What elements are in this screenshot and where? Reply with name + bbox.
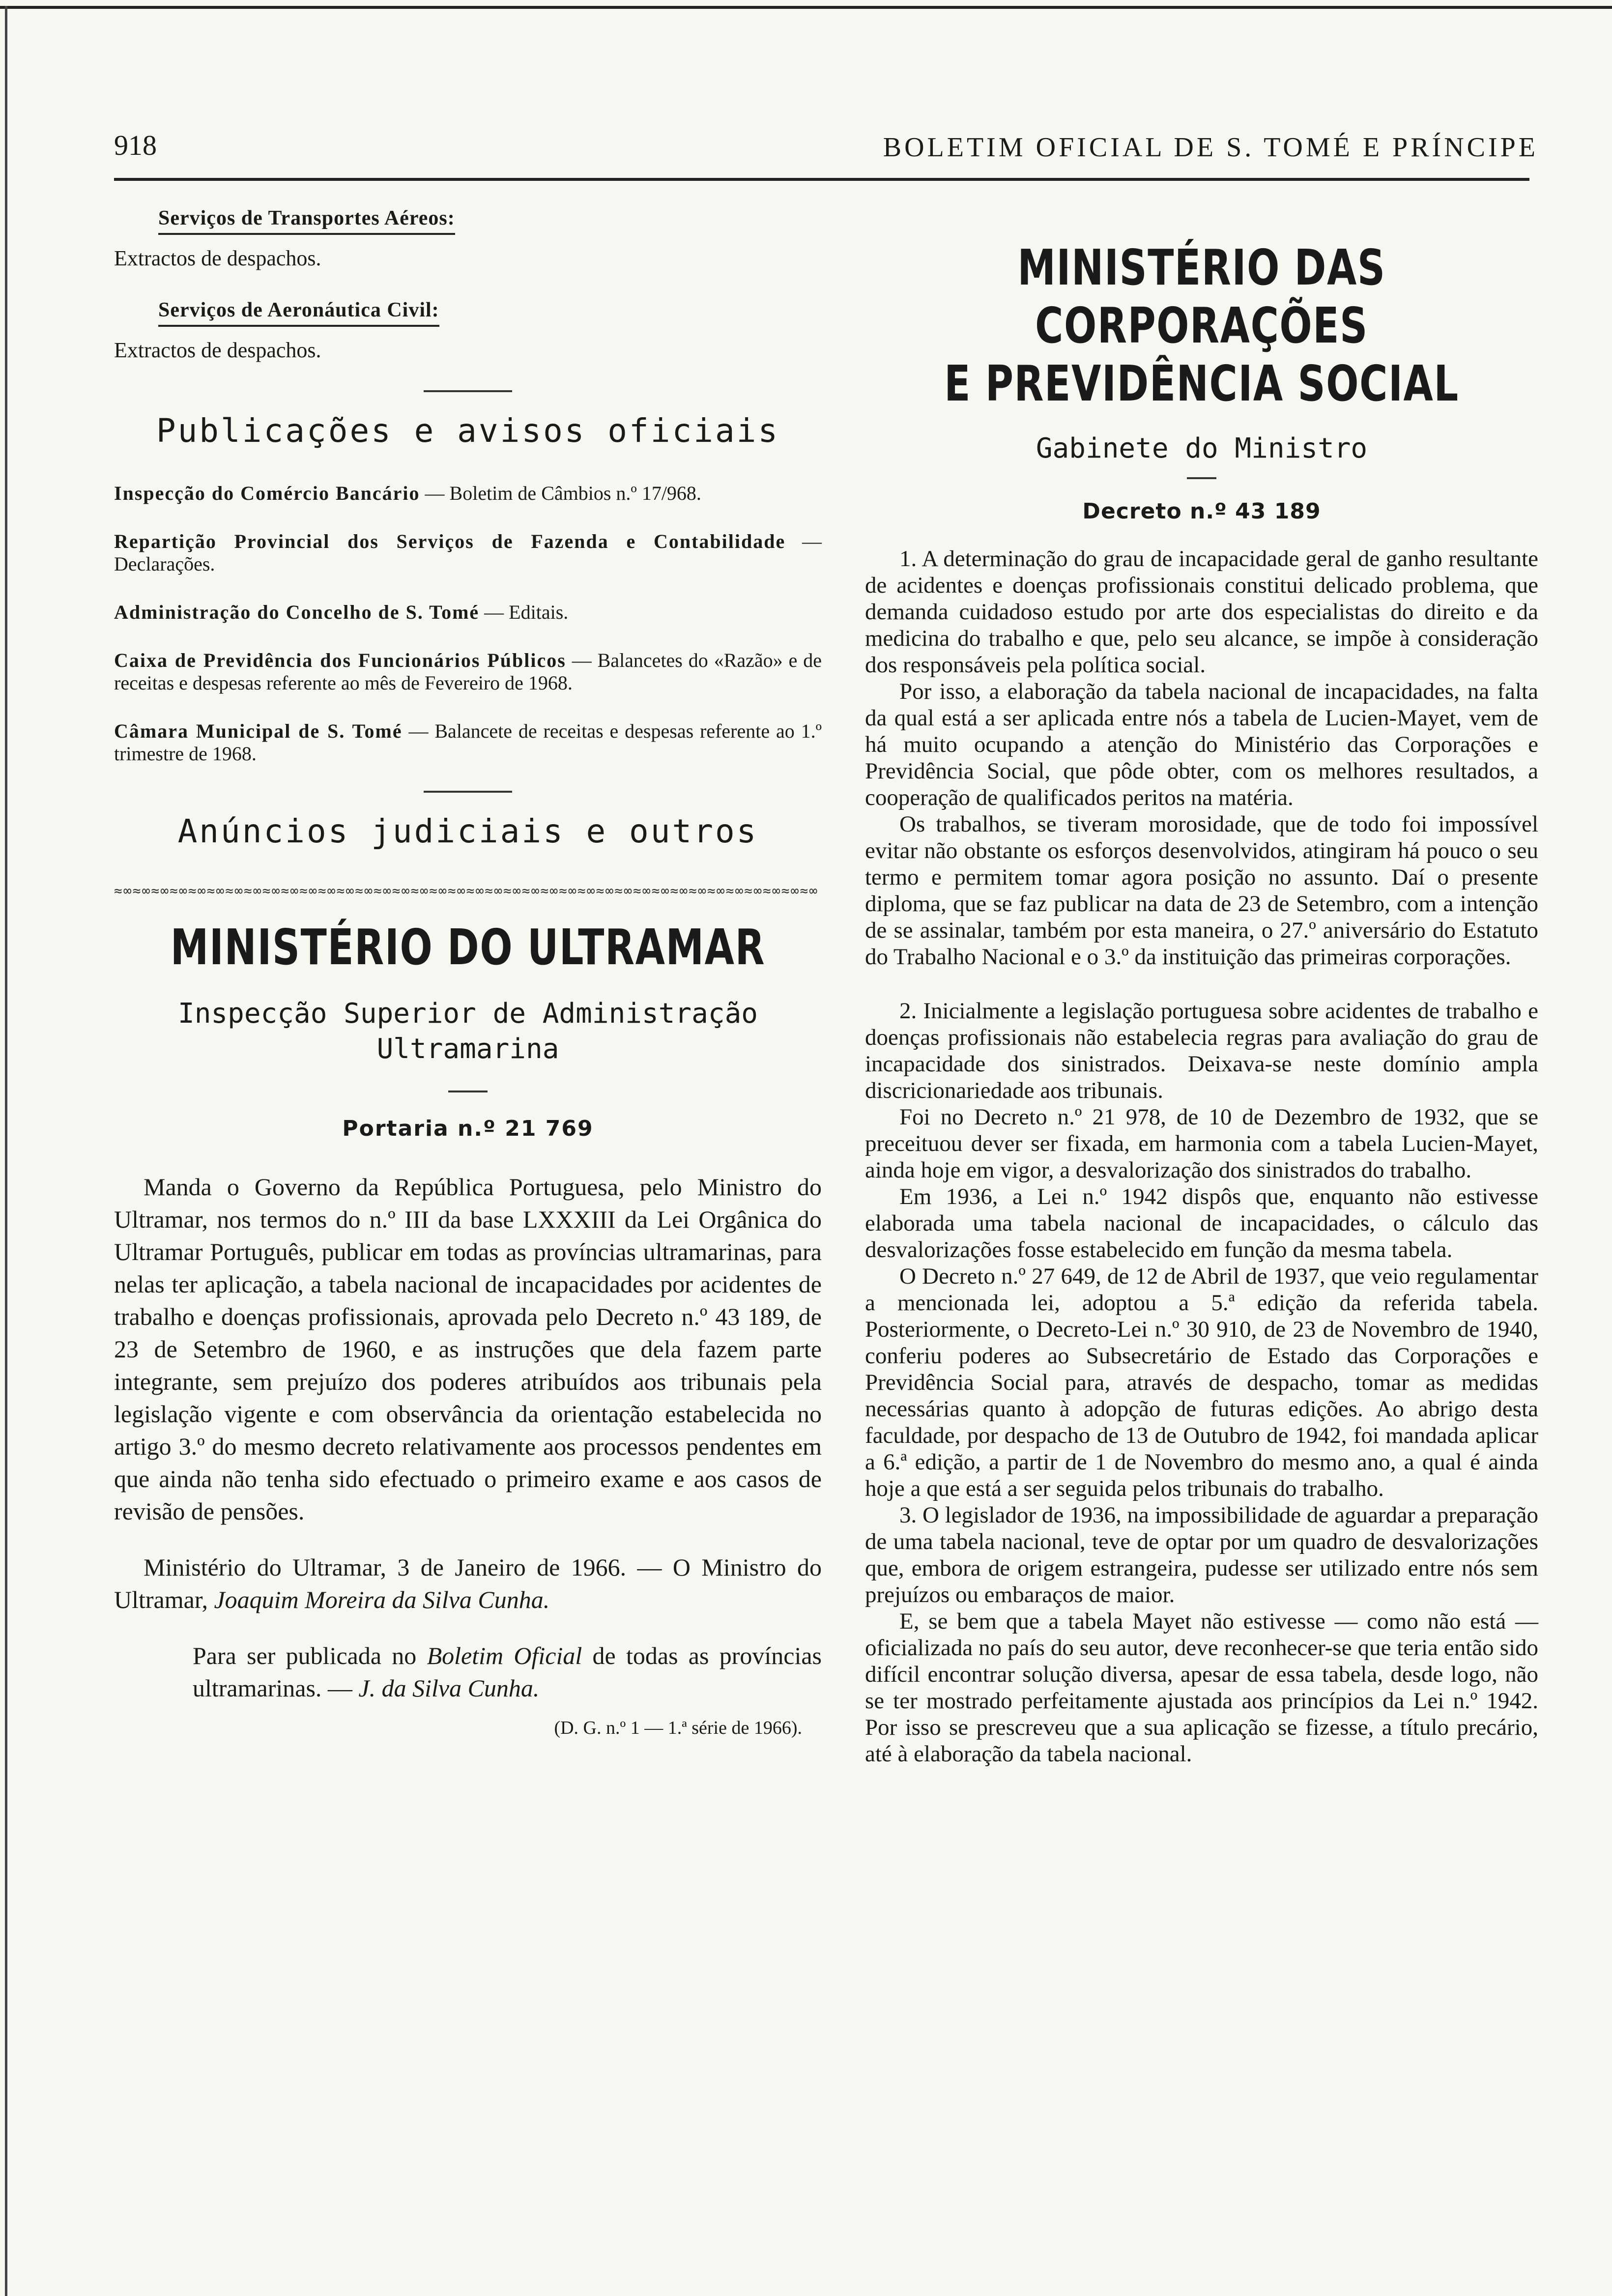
header-rule [114,178,1529,181]
section-divider [424,390,512,392]
publication-item [114,720,822,765]
publication-item [114,482,822,505]
decreto-paragraph: 2. Inicialmente a legislação portuguesa sobre acidentes de trabalho e doenças profissionais não estabelecia regras para avaliação do grau de incapacidade dos sinistrados. Deixava-se neste domínio ampla discricionariedade aos tribunais. [865,998,1538,1103]
right-column [865,206,1538,1767]
decreto-paragraph: E, se bem que a tabela Mayet não estivesse — como não está — oficializada no país do seu autor, deve reconhecer-se que teria então sido difícil encontrar solução diversa, apesar de essa tabela, desde logo, não se ter mostrado perfeitamente ajustada aos princípios da Lei n.º 1942. Por isso se prescreveu que a sua aplicação se fizesse, a título precário, até à elaboração da tabela nacional. [865,1608,1538,1767]
page-number: 918 [114,129,157,161]
section-divider [424,791,512,793]
gabinete-subtitle: Gabinete do Ministro [1036,432,1368,464]
publication-note [193,1639,822,1704]
decreto-paragraph: Foi no Decreto n.º 21 978, de 10 de Dezembro de 1932, que se preceituou dever ser fixada, em harmonia com a tabela Lucien-Mayet, ainda hoje em vigor, a desvalorização dos sinistrados do trabalho. [865,1104,1538,1183]
service-block-civil-aeronautics [114,298,822,363]
publication-item [114,601,822,624]
ministry-title [886,239,1518,413]
ministry-title-line: E PREVIDÊNCIA SOCIAL [944,355,1459,412]
publication-source: Repartição Provincial dos Serviços de Fazenda e Contabilidade [114,530,786,552]
section-divider [448,1091,488,1092]
publication-description: — Balancetes do «Razão» e de receitas e despesas referente ao mês de Fevereiro de 1968. [114,649,822,694]
decreto-paragraph: Por isso, a elaboração da tabela nacional de incapacidades, na falta da qual está a ser aplicada entre nós a tabela de Lucien-Mayet, vem de há muito ocupando a atenção do Ministério das Corporações e Previdência Social, que pôde obter, com os melhores resultados, a cooperação de qualificados peritos na matéria. [865,679,1538,810]
decreto-paragraph: Em 1936, a Lei n.º 1942 dispôs que, enquanto não estivesse elaborada uma tabela nacional de incapacidades, o cálculo das desvalorizações fosse estabelecido em função da mesma tabela. [865,1184,1538,1263]
publication-description: — Balancete de receitas e despesas referente ao 1.º trimestre de 1968. [114,720,822,765]
publication-source: Inspecção do Comércio Bancário [114,482,420,504]
source-reference: (D. G. n.º 1 — 1.ª série de 1966). [554,1718,802,1738]
decreto-body [865,545,1538,1767]
decreto-paragraph: 3. O legislador de 1936, na impossibilidade de aguardar a preparação de uma tabela nacional, teve de optar por um quadro de desvalorizações que, embora de origem estrangeira, pudesse ser utilizado entre nós sem prejuízos ou embaraços de maior. [865,1502,1538,1607]
note-text-2: de todas as províncias ultramarinas. — [193,1642,822,1702]
publication-item [114,530,822,575]
subtitle-line: Ultramarina [376,1033,559,1065]
announcements-title: Anúncios judiciais e outros [177,812,758,850]
service-block-air-transport [114,206,822,271]
signing-text: Ministério do Ultramar, 3 de Janeiro de 1966. — O Ministro do Ultramar, [114,1553,822,1613]
publication-source: Câmara Municipal de S. Tomé [114,720,403,742]
publication-description: — Boletim de Câmbios n.º 17/968. [420,482,701,504]
page-left-border [5,6,7,2296]
decreto-paragraph: 1. A determinação do grau de incapacidade geral de ganho resultante de acidentes e doenças profissionais constitui delicado problema, que demanda cuidadoso estudo por arte dos especialistas do direito e da medicina do trabalho e que, pelo seu alcance, se impõe à consideração dos responsáveis pela política social. [865,546,1538,678]
note-text: Para ser publicada no [193,1642,427,1669]
publication-description: — Editais. [479,601,569,623]
running-title: BOLETIM OFICIAL DE S. TOMÉ E PRÍNCIPE [883,132,1538,163]
publication-source: Administração do Concelho de S. Tomé [114,601,480,623]
service-text: Extractos de despachos. [114,246,321,270]
ministry-title-line: MINISTÉRIO DAS CORPORAÇÕES [1017,239,1386,354]
decreto-paragraph: O Decreto n.º 27 649, de 12 de Abril de 1937, que veio regulamentar a mencionada lei, adoptou a 5.ª edição da referida tabela. Posteriormente, o Decreto-Lei n.º 30 910, de 23 de Novembro de 1940, conferiu poderes ao Subsecretário de Estado das Corporações e Previdência Social para, através de despacho, tomar as medidas necessárias quanto à adopção de futuras edições. Ao abrigo desta faculdade, por despacho de 13 de Outubro de 1942, foi mandada aplicar a 6.ª edição, a partir de 1 de Novembro do mesmo ano, a qual é ainda hoje a que está a ser seguida pelos tribunais do trabalho. [865,1263,1538,1501]
publication-description: — Declarações. [114,530,822,575]
page-top-border [0,6,1612,9]
portaria-title: Portaria n.º 21 769 [342,1116,594,1141]
ornamental-border: ≈∞≈∞≈∞≈∞≈∞≈∞≈∞≈∞≈∞≈∞≈∞≈∞≈∞≈∞≈∞≈∞≈∞≈∞≈∞≈∞≈∞≈∞≈∞≈∞≈∞≈∞≈∞≈∞≈∞≈∞≈∞≈∞≈∞≈∞≈∞≈∞≈∞≈∞ [114,883,819,899]
publication-source: Caixa de Previdência dos Funcionários Públicos [114,649,566,671]
service-title: Serviços de Aeronáutica Civil: [158,298,439,327]
service-text: Extractos de despachos. [114,338,321,362]
subtitle-line: Inspecção Superior de Administração [177,998,758,1030]
portaria-body: Manda o Governo da República Portuguesa, pelo Ministro do Ultramar, nos termos do n.º III da base LXXXIII da Lei Orgânica do Ultramar Português, publicar em todas as províncias ultramarinas, para nelas ter aplicação, a tabela nacional de incapacidades por acidentes de trabalho e doenças profissionais, aprovada pelo Decreto n.º 43 189, de 23 de Setembro de 1960, e as instruções que dela fazem parte integrante, sem prejuízo dos poderes atribuídos aos tribunais pela legislação vigente e com observância da orientação estabelecida no artigo 3.º do mesmo decreto relativamente aos processos pendentes em que ainda não tenha sido efectuado o primeiro exame e aos casos de revisão de pensões. [114,1173,822,1525]
note-signatory: J. da Silva Cunha. [358,1674,540,1702]
decreto-title: Decreto n.º 43 189 [1082,499,1321,524]
left-column [114,206,822,1739]
section-divider [1187,477,1216,479]
minister-name: Joaquim Moreira da Silva Cunha. [214,1586,550,1613]
decreto-paragraph: Os trabalhos, se tiveram morosidade, que de todo foi impossível evitar não obstante os esforços desenvolvidos, atingiram há pouco o seu termo e permitem tomar agora posição no assunto. Daí o presente diploma, que se faz publicar na data de 23 de Setembro, com a intenção de se assinalar, também por esta maneira, o 27.º aniversário do Estatuto do Trabalho Nacional e o 3.º da instituição das primeiras corporações. [865,811,1538,970]
signing-paragraph [114,1551,822,1616]
publication-item [114,649,822,694]
ministry-title: MINISTÉRIO DO ULTRAMAR [170,918,766,976]
publications-title: Publicações e avisos oficiais [156,412,780,450]
department-subtitle [114,996,822,1067]
note-italic: Boletim Oficial [427,1642,582,1669]
service-title: Serviços de Transportes Aéreos: [158,206,455,235]
